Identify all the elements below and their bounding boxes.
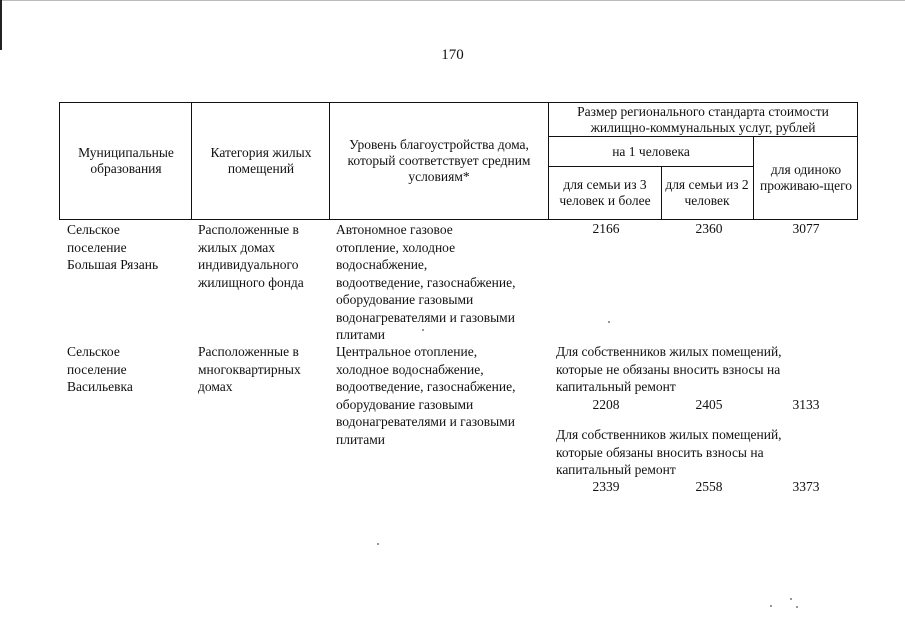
- row1-municipality: Сельское поселение Большая Рязань: [67, 222, 159, 272]
- scan-speck: [422, 329, 424, 331]
- row2-group2-value-family2: 2558: [695, 479, 723, 494]
- header-single: для одиноко проживаю-щего: [759, 162, 853, 193]
- scan-edge-left: [0, 0, 2, 50]
- row2-group2-note: Для собственников жилых помещений, которые обязаны вносить взносы на капитальный ремонт: [556, 427, 782, 477]
- v-line-1: [191, 103, 192, 219]
- v-line-4: [661, 166, 662, 219]
- scan-speck: [790, 598, 792, 600]
- header-municipality: Муниципальные образования: [78, 145, 174, 176]
- scan-edge-top: [0, 0, 905, 1]
- header-family-2: для семьи из 2 человек: [665, 177, 749, 208]
- row1-value-single: 3077: [792, 221, 820, 236]
- scan-speck: [796, 606, 798, 608]
- header-standard-size: Размер регионального стандарта стоимости жилищно-коммунальных услуг, рублей: [577, 103, 829, 135]
- row1-value-family3: 2166: [592, 221, 620, 236]
- page-number: 170: [441, 47, 464, 63]
- standards-table-header: [59, 102, 858, 220]
- header-per-person: на 1 человека: [612, 143, 690, 159]
- header-amenities: Уровень благоустройства дома, который соответствует средним условиям*: [347, 137, 531, 184]
- row2-group1-value-family2: 2405: [695, 397, 723, 412]
- scan-speck: [608, 321, 610, 323]
- header-category: Категория жилых помещений: [210, 145, 312, 176]
- row2-category: Расположенные в многоквартирных домах: [198, 344, 301, 394]
- row2-group1-value-family3: 2208: [592, 397, 620, 412]
- row1-amenities: Автономное газовое отопление, холодное водоснабжение, водоотведение, газоснабжение, оборудование газовыми водонагревателями и газовыми плитами: [336, 222, 516, 342]
- row2-group2-value-family3: 2339: [592, 479, 620, 494]
- scan-speck: [770, 605, 772, 607]
- scan-speck: [377, 543, 379, 545]
- row2-amenities: Центральное отопление, холодное водоснабжение, водоотведение, газоснабжение, оборудование газовыми водонагревателями и газовыми плитами: [336, 344, 516, 447]
- v-line-2: [329, 103, 330, 219]
- row2-group2-value-single: 3373: [792, 479, 820, 494]
- row1-category: Расположенные в жилых домах индивидуального жилищного фонда: [198, 222, 304, 290]
- row2-group1-value-single: 3133: [792, 397, 820, 412]
- row1-value-family2: 2360: [695, 221, 723, 236]
- row2-municipality: Сельское поселение Васильевка: [67, 344, 133, 394]
- header-family-3: для семьи из 3 человек и более: [559, 177, 651, 208]
- v-line-5: [753, 136, 754, 219]
- row2-group1-note: Для собственников жилых помещений, которые не обязаны вносить взносы на капитальный ремонт: [556, 344, 782, 394]
- v-line-3: [548, 103, 549, 219]
